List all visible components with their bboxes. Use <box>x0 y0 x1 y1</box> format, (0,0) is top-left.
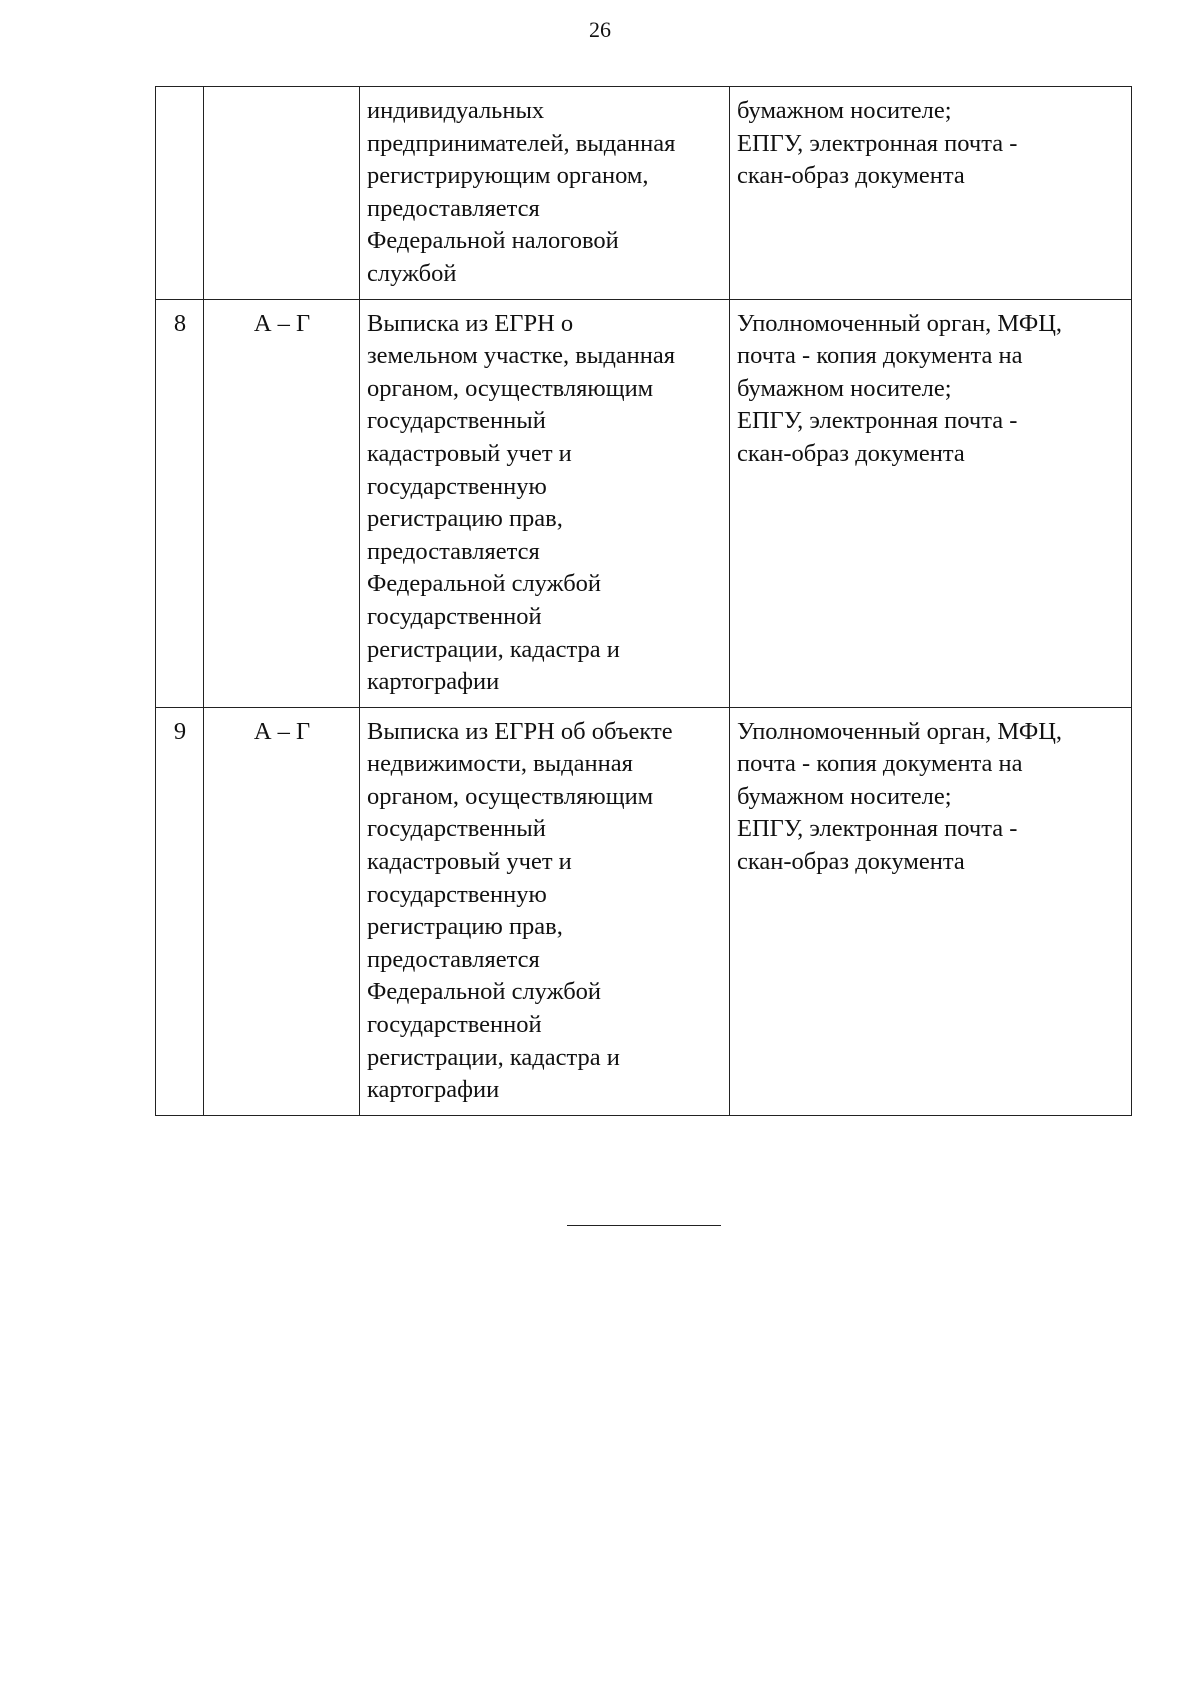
description-line: Выписка из ЕГРН о <box>367 309 574 337</box>
row-code: А – Г <box>204 299 360 707</box>
table-row <box>156 87 1132 300</box>
description-line: Федеральной налоговой <box>367 227 619 255</box>
row-number <box>156 87 204 300</box>
document-source <box>730 707 1132 1115</box>
description-line: Выписка из ЕГРН об объекте <box>367 717 673 745</box>
description-line: картографии <box>367 668 500 696</box>
source-line: скан-образ документа <box>737 439 965 467</box>
row-number: 8 <box>156 299 204 707</box>
description-line: Федеральной службой <box>367 570 602 598</box>
document-source <box>730 87 1132 300</box>
description-line: регистрацию прав, <box>367 505 563 533</box>
source-line: бумажном носителе; <box>737 374 952 402</box>
description-line: государственный <box>367 407 546 435</box>
table-row <box>156 299 1132 707</box>
description-line: органом, осуществляющим <box>367 782 654 810</box>
description-line: регистрацию прав, <box>367 913 563 941</box>
source-line: скан-образ документа <box>737 162 965 190</box>
source-line: бумажном носителе; <box>737 97 952 124</box>
source-line: Уполномоченный орган, МФЦ, <box>737 309 1063 337</box>
source-line: почта - копия документа на <box>737 750 1023 778</box>
description-line: государственную <box>367 880 547 908</box>
document-description <box>360 299 730 707</box>
description-line: государственной <box>367 602 542 630</box>
table-row <box>156 707 1132 1115</box>
source-line: бумажном носителе; <box>737 782 952 810</box>
row-code: А – Г <box>204 707 360 1115</box>
source-line: скан-образ документа <box>737 848 965 876</box>
description-line: службой <box>367 259 457 287</box>
description-line: предоставляется <box>367 194 540 222</box>
row-code <box>204 87 360 300</box>
document-source <box>730 299 1132 707</box>
description-line: недвижимости, выданная <box>367 750 633 778</box>
page-number: 26 <box>589 17 611 42</box>
description-line: земельном участке, выданная <box>367 342 676 370</box>
description-line: регистрирующим органом, <box>367 162 649 190</box>
description-line: предпринимателей, выданная <box>367 129 676 157</box>
description-line: картографии <box>367 1076 500 1104</box>
description-line: государственный <box>367 815 546 843</box>
source-line: почта - копия документа на <box>737 342 1023 370</box>
source-line: ЕПГУ, электронная почта - <box>737 815 1018 843</box>
description-line: предоставляется <box>367 945 540 973</box>
description-line: регистрации, кадастра и <box>367 635 620 663</box>
description-line: предоставляется <box>367 537 540 565</box>
document-description <box>360 87 730 300</box>
end-of-document-rule <box>567 1225 721 1226</box>
description-line: кадастровый учет и <box>367 439 572 467</box>
description-line: государственную <box>367 472 547 500</box>
description-line: государственной <box>367 1011 542 1039</box>
source-line: Уполномоченный орган, МФЦ, <box>737 717 1063 745</box>
description-line: индивидуальных <box>367 97 545 124</box>
document-description <box>360 707 730 1115</box>
description-line: Федеральной службой <box>367 978 602 1006</box>
description-line: кадастровый учет и <box>367 848 572 876</box>
documents-table <box>155 86 1132 1116</box>
description-line: органом, осуществляющим <box>367 374 654 402</box>
source-line: ЕПГУ, электронная почта - <box>737 407 1018 435</box>
source-line: ЕПГУ, электронная почта - <box>737 129 1018 157</box>
row-number: 9 <box>156 707 204 1115</box>
description-line: регистрации, кадастра и <box>367 1043 620 1071</box>
